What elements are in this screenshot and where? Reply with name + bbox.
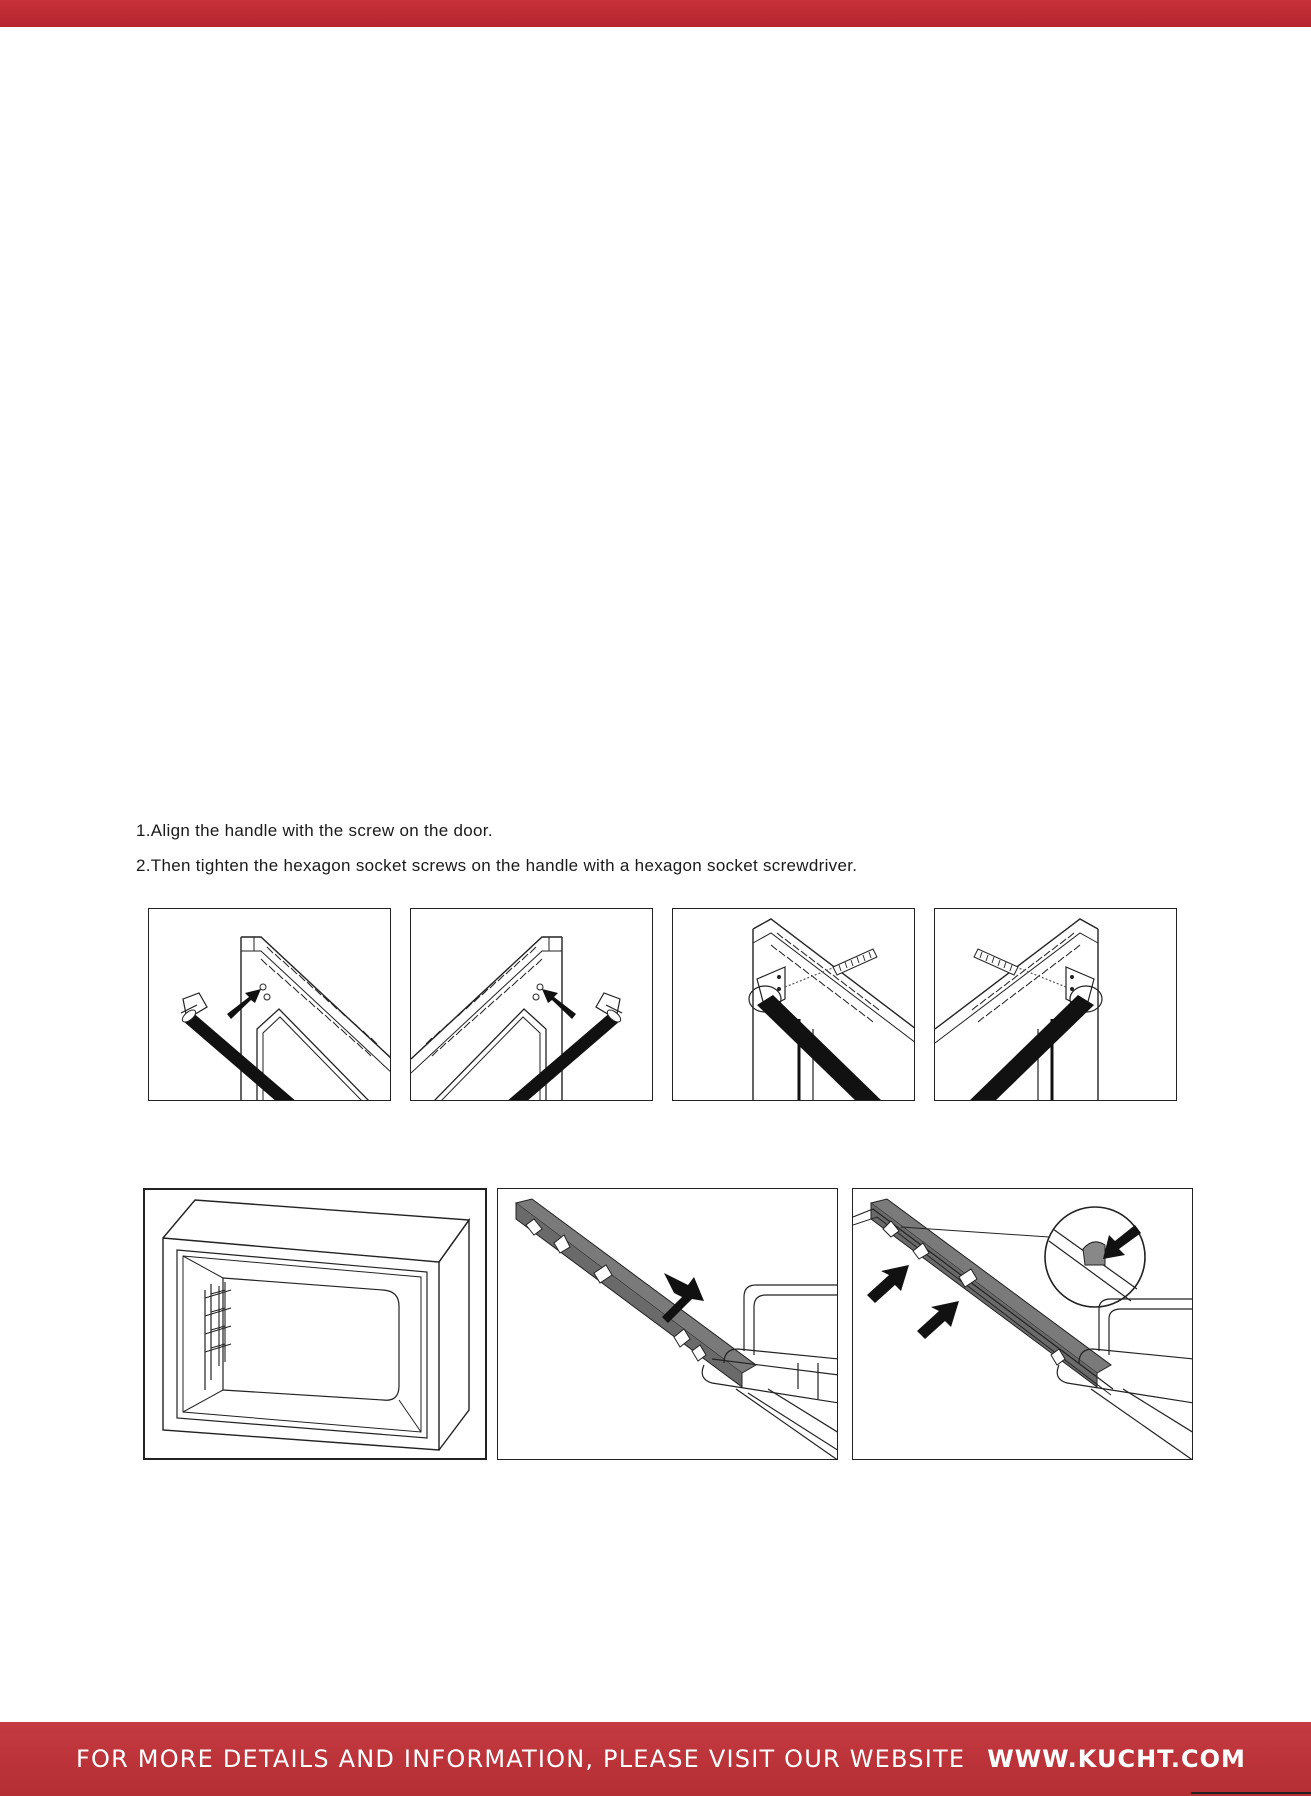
hex-screwdriver-left-icon: [673, 909, 915, 1101]
figure-oven-cavity: [143, 1188, 487, 1460]
figure-screwdriver-left: [672, 908, 915, 1101]
figure-rail-insert: [497, 1188, 838, 1460]
figure-handle-align-right: [410, 908, 653, 1101]
footer-bar: [0, 1722, 1311, 1796]
rail-insert-arrow-icon: [498, 1189, 838, 1460]
top-brand-bar: [0, 0, 1311, 27]
bottom-corner-rule: [1191, 1792, 1311, 1794]
oven-cavity-icon: [145, 1190, 487, 1460]
instruction-step-2: 2.Then tighten the hexagon socket screws on the handle with a hexagon socket screwdriver.: [136, 856, 858, 875]
footer-message: FOR MORE DETAILS AND INFORMATION, PLEASE VISIT OUR WEBSITE: [76, 1745, 966, 1773]
figure-rail-clip: [852, 1188, 1193, 1460]
rail-clip-detail-icon: [853, 1189, 1193, 1460]
figure-screwdriver-right: [934, 908, 1177, 1101]
hex-screwdriver-right-icon: [935, 909, 1177, 1101]
instructions-block: [136, 820, 1236, 890]
instruction-step-1: 1.Align the handle with the screw on the door.: [136, 821, 493, 840]
website-link[interactable]: WWW.KUCHT.COM: [987, 1745, 1246, 1773]
handle-align-left-arrow-icon: [149, 909, 391, 1101]
footer-text: [76, 1745, 1246, 1774]
figure-handle-align-left: [148, 908, 391, 1101]
handle-align-right-arrow-icon: [411, 909, 653, 1101]
